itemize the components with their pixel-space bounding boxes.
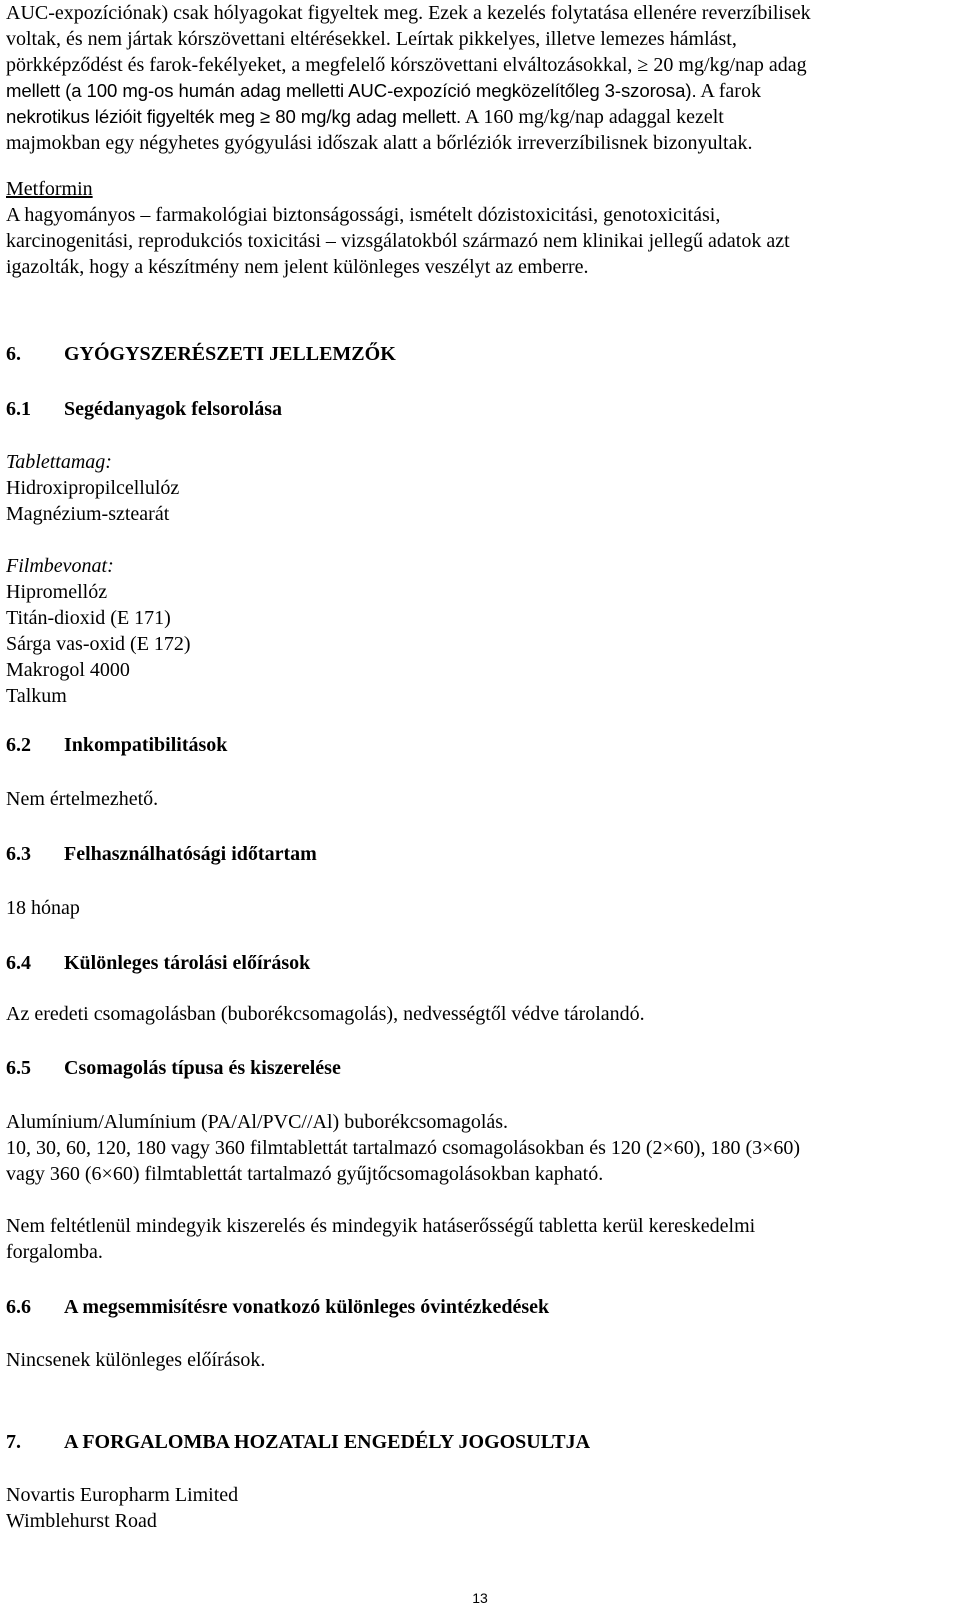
- section-6-3-body: [6, 895, 952, 921]
- address-line: Novartis Europharm Limited: [6, 1484, 239, 1506]
- body-text: vagy 360 (6×60) filmtablettát tartalmazó gyűjtőcsomagolásokban kapható.: [6, 1163, 604, 1185]
- list-item: Makrogol 4000: [6, 659, 130, 681]
- body-text: 18 hónap: [6, 897, 80, 919]
- paragraph-line: pörkképződést és farok-fekélyeket, a megfelelő kórszövettani elváltozásokkal, ≥ 20 mg/kg/nap adag: [6, 54, 807, 76]
- paragraph-fragment: A 160 mg/kg/nap adaggal kezelt: [461, 106, 724, 128]
- paragraph-fragment: A farok: [696, 80, 761, 102]
- body-text: forgalomba.: [6, 1241, 103, 1263]
- paragraph-fragment: nekrotikus lézióit figyelték meg ≥ 80 mg/kg adag mellett.: [6, 106, 462, 127]
- excipients-coating: [6, 553, 952, 709]
- paragraph-line: A hagyományos – farmakológiai biztonságossági, ismételt dózistoxicitási, genotoxicitási,: [6, 204, 721, 226]
- tablet-core-label: Tablettamag:: [6, 451, 112, 473]
- toxicity-paragraph: [6, 0, 952, 156]
- section-number: 6.6: [6, 1296, 31, 1318]
- section-6-3-heading: [6, 841, 317, 867]
- body-text: Nincsenek különleges előírások.: [6, 1349, 266, 1371]
- paragraph-fragment: mellett (a 100 mg-os humán adag melletti AUC-expozíció megközelítőleg 3-szorosa).: [6, 80, 697, 101]
- section-number: 6.3: [6, 843, 31, 865]
- section-6-5-heading: [6, 1055, 341, 1081]
- paragraph-line: AUC-expozíciónak) csak hólyagokat figyeltek meg. Ezek a kezelés folytatása ellenére reverzíbilisek: [6, 2, 811, 24]
- section-number: 6.2: [6, 734, 31, 756]
- list-item: Hidroxipropilcellulóz: [6, 477, 180, 499]
- section-6-1-heading: [6, 396, 282, 422]
- list-item: Talkum: [6, 685, 67, 707]
- body-text: Nem értelmezhető.: [6, 788, 159, 810]
- section-title: Felhasználhatósági időtartam: [64, 843, 317, 865]
- paragraph-line: voltak, és nem jártak kórszövettani eltérésekkel. Leírtak pikkelyes, illetve lemezes hámlást,: [6, 28, 737, 50]
- section-number: 6.5: [6, 1057, 31, 1079]
- paragraph-line: igazolták, hogy a készítmény nem jelent különleges veszélyt az emberre.: [6, 256, 589, 278]
- section-7-heading: [6, 1429, 590, 1455]
- section-number: 6.1: [6, 398, 31, 420]
- section-title: Csomagolás típusa és kiszerelése: [64, 1057, 341, 1079]
- section-6-4-heading: [6, 950, 310, 976]
- section-title: Inkompatibilitások: [64, 734, 228, 756]
- body-text: Alumínium/Alumínium (PA/Al/PVC//Al) buborékcsomagolás.: [6, 1111, 509, 1133]
- metformin-title: Metformin: [6, 178, 93, 200]
- section-6-6-heading: [6, 1294, 549, 1320]
- list-item: Magnézium-sztearát: [6, 503, 170, 525]
- section-title: Különleges tárolási előírások: [64, 952, 311, 974]
- paragraph-line: majmokban egy négyhetes gyógyulási időszak alatt a bőrléziók irreverzíbilisnek bizonyultak.: [6, 132, 753, 154]
- section-6-5-note: [6, 1213, 952, 1265]
- metformin-section: [6, 176, 952, 280]
- page-number: 13: [472, 1590, 488, 1606]
- section-title: GYÓGYSZERÉSZETI JELLEMZŐK: [64, 343, 396, 365]
- address-line: Wimblehurst Road: [6, 1510, 157, 1532]
- section-6-4-body: [6, 1001, 952, 1027]
- paragraph-line: [6, 78, 952, 104]
- list-item: Hipromellóz: [6, 581, 108, 603]
- section-6-5-body: [6, 1109, 952, 1187]
- section-number: 7.: [6, 1431, 21, 1453]
- section-6-2-heading: [6, 732, 227, 758]
- section-title: Segédanyagok felsorolása: [64, 398, 282, 420]
- list-item: Sárga vas-oxid (E 172): [6, 633, 191, 655]
- body-text: 10, 30, 60, 120, 180 vagy 360 filmtablettát tartalmazó csomagolásokban és 120 (2×60), 180 (3×60): [6, 1137, 801, 1159]
- section-title: A megsemmisítésre vonatkozó különleges óvintézkedések: [64, 1296, 550, 1318]
- section-6-2-body: [6, 786, 952, 812]
- section-6-6-body: [6, 1347, 952, 1373]
- body-text: Nem feltétlenül mindegyik kiszerelés és mindegyik hatáserősségű tabletta kerül kereskedelmi: [6, 1215, 756, 1237]
- section-title: A FORGALOMBA HOZATALI ENGEDÉLY JOGOSULTJA: [64, 1431, 591, 1453]
- list-item: Titán-dioxid (E 171): [6, 607, 171, 629]
- section-number: 6.: [6, 343, 21, 365]
- body-text: Az eredeti csomagolásban (buborékcsomagolás), nedvességtől védve tárolandó.: [6, 1003, 645, 1025]
- section-7-body: [6, 1482, 952, 1534]
- section-6-heading: [6, 341, 396, 367]
- film-coating-label: Filmbevonat:: [6, 555, 114, 577]
- paragraph-line: [6, 104, 952, 130]
- excipients-core: [6, 449, 952, 527]
- paragraph-line: karcinogenitási, reprodukciós toxicitási – vizsgálatokból származó nem klinikai jellegű adatok azt: [6, 230, 790, 252]
- section-number: 6.4: [6, 952, 31, 974]
